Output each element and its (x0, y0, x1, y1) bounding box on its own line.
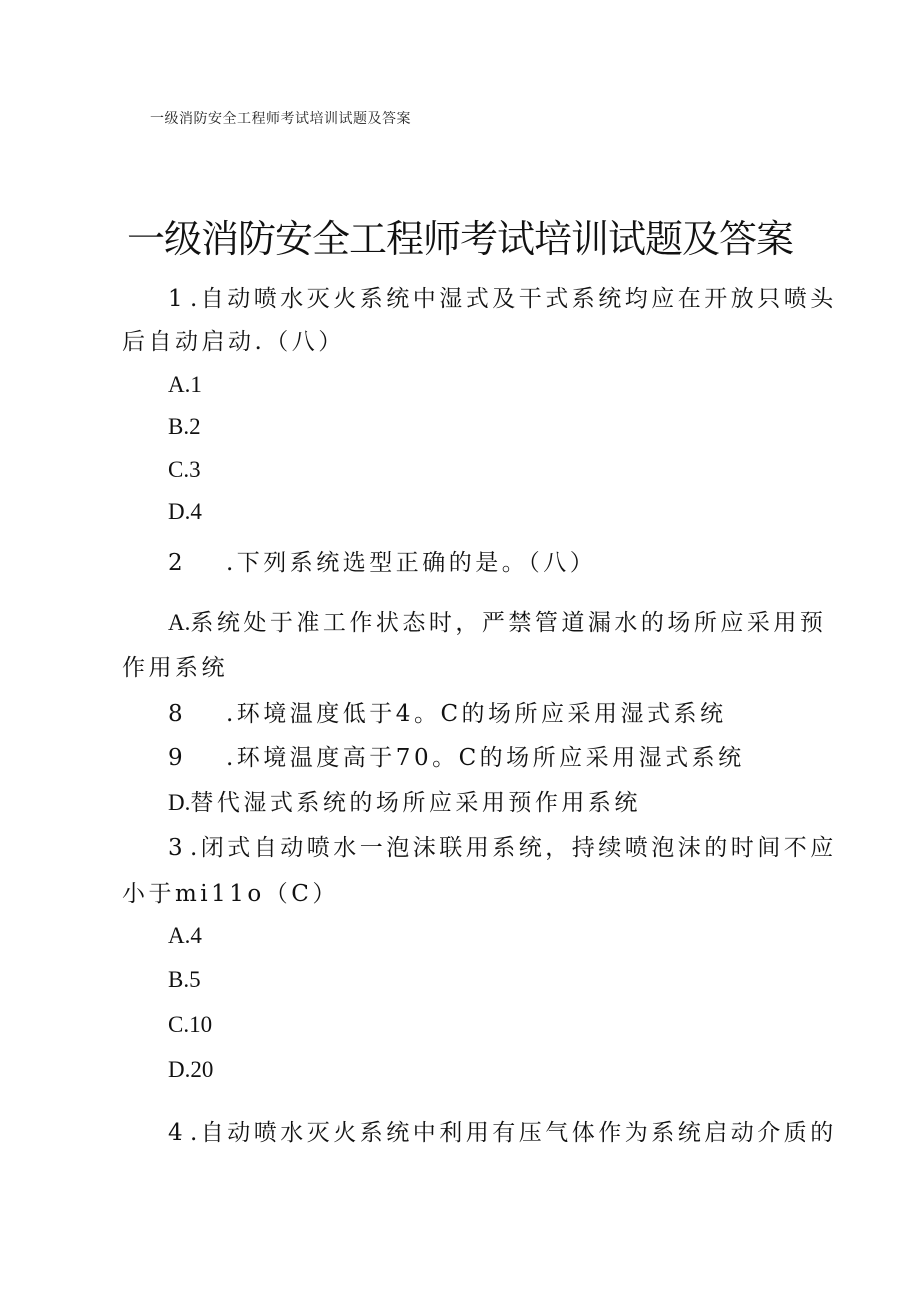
question-2-option-d-label: D. (168, 790, 191, 815)
question-3-option-a: A.4 (168, 923, 202, 948)
question-1-option-d: D.4 (168, 499, 202, 524)
question-1-option-a: A.1 (168, 372, 202, 397)
question-2-line-1 (168, 544, 596, 577)
question-2-option-a-text: 系统处于准工作状态时，严禁管道漏水的场所应采用预 (190, 610, 827, 636)
question-4-line-1 (168, 1114, 837, 1147)
question-2-option-c (168, 739, 745, 772)
question-4-number: 4 (168, 1120, 187, 1146)
question-1-option-b: B.2 (168, 414, 201, 439)
question-2-option-c-label: 9 (168, 745, 187, 771)
question-2-option-b-label: 8 (168, 701, 187, 727)
question-1-line-1 (168, 280, 837, 313)
question-1-option-c: C.3 (168, 457, 201, 482)
question-3-line-1 (168, 829, 837, 862)
question-2-option-a-line-1 (168, 604, 826, 637)
question-3-option-b: B.5 (168, 967, 201, 992)
question-3-text: .闭式自动喷水一泡沫联用系统，持续喷泡沫的时间不应 (190, 835, 837, 861)
question-3-line-2: 小于mi11o（C） (122, 881, 339, 907)
question-1-line-2: 后自动启动.（八） (122, 329, 345, 355)
question-4-text: .自动喷水灭火系统中利用有压气体作为系统启动介质的 (190, 1120, 837, 1146)
question-2-option-d-text: 替代湿式系统的场所应采用预作用系统 (190, 790, 641, 816)
question-2-option-a-line-2: 作用系统 (122, 655, 228, 681)
document-title: 一级消防安全工程师考试培训试题及答案 (126, 217, 793, 261)
question-2-option-d (168, 784, 641, 817)
question-2-option-c-text: .环境温度高于70。C的场所应采用湿式系统 (226, 745, 745, 771)
question-2-option-b-text: .环境温度低于4。C的场所应采用湿式系统 (226, 701, 727, 727)
question-3-option-c: C.10 (168, 1012, 213, 1037)
question-2-number: 2 (168, 550, 187, 576)
question-1-number: 1 (168, 286, 187, 312)
question-1-text: .自动喷水灭火系统中湿式及干式系统均应在开放只喷头 (190, 286, 837, 312)
question-3-number: 3 (168, 835, 187, 861)
question-2-option-a-label: A. (168, 610, 191, 635)
question-2-text: .下列系统选型正确的是。（八） (226, 550, 597, 576)
running-header: 一级消防安全工程师考试培训试题及答案 (150, 111, 411, 127)
question-3-option-d: D.20 (168, 1057, 214, 1082)
question-2-option-b (168, 695, 727, 728)
